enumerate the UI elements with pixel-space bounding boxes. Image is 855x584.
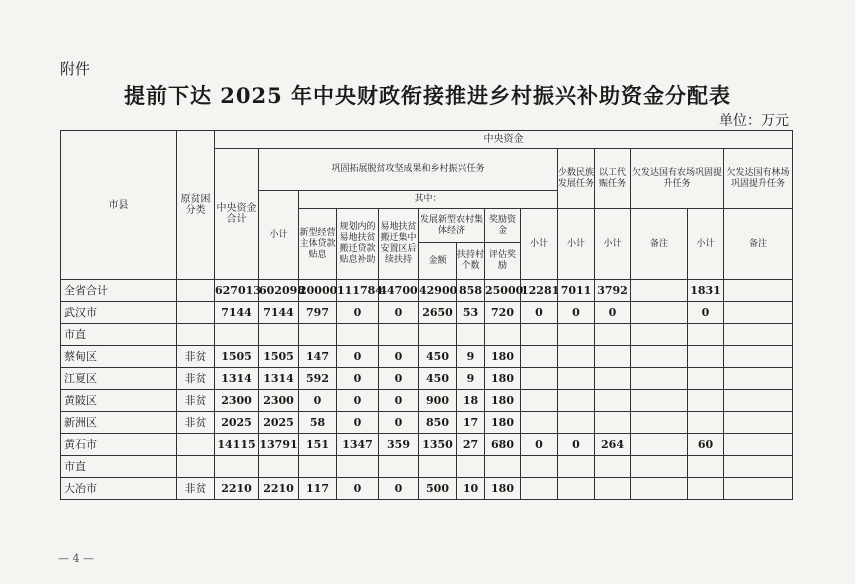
cell-c12 xyxy=(724,302,793,324)
cell-total xyxy=(215,456,259,478)
cell-c9: 0 xyxy=(595,302,631,324)
cell-c11 xyxy=(688,478,724,500)
cell-total: 1505 xyxy=(215,346,259,368)
cell-c9 xyxy=(595,456,631,478)
cell-c1: 151 xyxy=(299,434,337,456)
cell-c1: 592 xyxy=(299,368,337,390)
header-farm-subtotal: 小计 xyxy=(595,209,631,280)
cell-c11 xyxy=(688,456,724,478)
table-row xyxy=(61,324,793,346)
cell-c6 xyxy=(485,456,521,478)
cell-cls: 非贫 xyxy=(177,368,215,390)
cell-c8: 0 xyxy=(558,434,595,456)
cell-c5 xyxy=(457,456,485,478)
cell-c3: 0 xyxy=(379,302,419,324)
cell-c11 xyxy=(688,346,724,368)
cell-c9 xyxy=(595,478,631,500)
header-villages: 扶持村个数 xyxy=(457,243,485,280)
cell-c1: 117 xyxy=(299,478,337,500)
cell-c11 xyxy=(688,368,724,390)
cell-c6: 180 xyxy=(485,346,521,368)
cell-sub xyxy=(259,456,299,478)
header-central-funds: 中央资金 xyxy=(215,131,793,149)
header-farm-note: 备注 xyxy=(631,209,688,280)
cell-c10 xyxy=(631,434,688,456)
cell-c1: 0 xyxy=(299,390,337,412)
header-poverty-class: 原贫困分类 xyxy=(177,131,215,280)
cell-c3 xyxy=(379,456,419,478)
cell-c9 xyxy=(595,324,631,346)
header-amount: 金额 xyxy=(419,243,457,280)
cell-cls: 非贫 xyxy=(177,478,215,500)
cell-c2: 0 xyxy=(337,368,379,390)
table-row xyxy=(61,302,793,324)
cell-sub: 1314 xyxy=(259,368,299,390)
cell-name: 市直 xyxy=(61,324,177,346)
cell-c4 xyxy=(419,324,457,346)
cell-sub: 1505 xyxy=(259,346,299,368)
cell-total: 2025 xyxy=(215,412,259,434)
cell-c3: 0 xyxy=(379,346,419,368)
cell-c4: 850 xyxy=(419,412,457,434)
table-row xyxy=(61,456,793,478)
cell-c9: 264 xyxy=(595,434,631,456)
header-relocation-interest: 规划内的易地扶贫搬迁贷款贴息补助 xyxy=(337,209,379,280)
cell-name: 全省合计 xyxy=(61,280,177,302)
cell-cls xyxy=(177,302,215,324)
cell-c6: 180 xyxy=(485,412,521,434)
header-among: 其中： xyxy=(299,191,558,209)
cell-c7 xyxy=(521,478,558,500)
cell-c6 xyxy=(485,324,521,346)
cell-c10 xyxy=(631,346,688,368)
cell-c11: 1831 xyxy=(688,280,724,302)
cell-total: 14115 xyxy=(215,434,259,456)
cell-c3: 0 xyxy=(379,412,419,434)
cell-c7: 0 xyxy=(521,302,558,324)
cell-cls xyxy=(177,456,215,478)
cell-c11 xyxy=(688,390,724,412)
cell-c2: 111784 xyxy=(337,280,379,302)
cell-name: 黄石市 xyxy=(61,434,177,456)
cell-c12 xyxy=(724,368,793,390)
cell-c12 xyxy=(724,390,793,412)
cell-c8: 7011 xyxy=(558,280,595,302)
cell-c2 xyxy=(337,456,379,478)
cell-c2: 0 xyxy=(337,478,379,500)
header-reward: 奖励资金 xyxy=(485,209,521,243)
cell-c12 xyxy=(724,280,793,302)
cell-c6: 25000 xyxy=(485,280,521,302)
cell-c6: 180 xyxy=(485,390,521,412)
cell-name: 江夏区 xyxy=(61,368,177,390)
cell-total: 1314 xyxy=(215,368,259,390)
cell-c7: 0 xyxy=(521,434,558,456)
table-row xyxy=(61,346,793,368)
table-row xyxy=(61,478,793,500)
cell-c5: 18 xyxy=(457,390,485,412)
cell-c10 xyxy=(631,280,688,302)
cell-c12 xyxy=(724,324,793,346)
cell-c7 xyxy=(521,412,558,434)
page-number: — 4 — xyxy=(58,552,94,565)
header-consolidate-task: 巩固拓展脱贫攻坚成果和乡村振兴任务 xyxy=(259,149,558,191)
header-minority-subtotal: 小计 xyxy=(521,209,558,280)
cell-c2: 0 xyxy=(337,390,379,412)
cell-c7 xyxy=(521,346,558,368)
cell-c4: 500 xyxy=(419,478,457,500)
cell-c11: 0 xyxy=(688,302,724,324)
cell-sub: 2210 xyxy=(259,478,299,500)
cell-c2: 0 xyxy=(337,346,379,368)
cell-c11 xyxy=(688,412,724,434)
cell-c6: 180 xyxy=(485,478,521,500)
cell-c5: 27 xyxy=(457,434,485,456)
cell-name: 市直 xyxy=(61,456,177,478)
cell-sub: 13791 xyxy=(259,434,299,456)
cell-c12 xyxy=(724,478,793,500)
cell-c4: 900 xyxy=(419,390,457,412)
cell-c7: 12281 xyxy=(521,280,558,302)
cell-c5 xyxy=(457,324,485,346)
header-collective-economy: 发展新型农村集体经济 xyxy=(419,209,485,243)
cell-c6: 180 xyxy=(485,368,521,390)
cell-c10 xyxy=(631,390,688,412)
cell-c1 xyxy=(299,456,337,478)
header-work-relief-task: 以工代赈任务 xyxy=(595,149,631,209)
table-row xyxy=(61,280,793,302)
cell-c10 xyxy=(631,456,688,478)
cell-cls: 非贫 xyxy=(177,346,215,368)
cell-c4: 450 xyxy=(419,346,457,368)
header-subtotal: 小计 xyxy=(259,191,299,280)
cell-c8 xyxy=(558,478,595,500)
cell-name: 武汉市 xyxy=(61,302,177,324)
cell-c6: 680 xyxy=(485,434,521,456)
table-row xyxy=(61,390,793,412)
cell-c2 xyxy=(337,324,379,346)
cell-c5: 9 xyxy=(457,346,485,368)
document-title: 提前下达 2025 年中央财政衔接推进乡村振兴补助资金分配表 xyxy=(123,83,732,108)
cell-name: 新洲区 xyxy=(61,412,177,434)
cell-c7 xyxy=(521,324,558,346)
cell-c12 xyxy=(724,456,793,478)
attachment-label: 附件 xyxy=(60,60,91,78)
cell-sub: 2300 xyxy=(259,390,299,412)
cell-c8 xyxy=(558,390,595,412)
cell-c7 xyxy=(521,368,558,390)
cell-c1: 797 xyxy=(299,302,337,324)
cell-c6: 720 xyxy=(485,302,521,324)
cell-cls: 非贫 xyxy=(177,390,215,412)
cell-c1 xyxy=(299,324,337,346)
cell-total: 2300 xyxy=(215,390,259,412)
cell-c3: 0 xyxy=(379,368,419,390)
unit-label: 单位：万元 xyxy=(719,113,789,129)
header-forest-task: 欠发达国有林场巩固提升任务 xyxy=(724,149,793,209)
cell-c9 xyxy=(595,390,631,412)
cell-c10 xyxy=(631,368,688,390)
cell-c5: 858 xyxy=(457,280,485,302)
cell-c9: 3792 xyxy=(595,280,631,302)
cell-c9 xyxy=(595,412,631,434)
table-row xyxy=(61,368,793,390)
cell-c10 xyxy=(631,478,688,500)
cell-cls xyxy=(177,280,215,302)
cell-cls xyxy=(177,434,215,456)
cell-c8 xyxy=(558,456,595,478)
cell-c5: 17 xyxy=(457,412,485,434)
cell-c8: 0 xyxy=(558,302,595,324)
cell-c3: 0 xyxy=(379,390,419,412)
cell-total xyxy=(215,324,259,346)
table-row xyxy=(61,434,793,456)
cell-c1: 20000 xyxy=(299,280,337,302)
cell-cls xyxy=(177,324,215,346)
cell-c4 xyxy=(419,456,457,478)
cell-c1: 58 xyxy=(299,412,337,434)
allocation-table xyxy=(60,130,793,500)
cell-c12 xyxy=(724,346,793,368)
cell-c4: 2650 xyxy=(419,302,457,324)
cell-c3: 0 xyxy=(379,478,419,500)
cell-c9 xyxy=(595,346,631,368)
cell-c5: 53 xyxy=(457,302,485,324)
header-relocation-support: 易地扶贫搬迁集中安置区后续扶持 xyxy=(379,209,419,280)
cell-c2: 0 xyxy=(337,302,379,324)
header-forest-subtotal: 小计 xyxy=(688,209,724,280)
header-central-total: 中央资金合计 xyxy=(215,149,259,280)
cell-c4: 1350 xyxy=(419,434,457,456)
cell-name: 大冶市 xyxy=(61,478,177,500)
cell-c1: 147 xyxy=(299,346,337,368)
table-row xyxy=(61,412,793,434)
cell-total: 2210 xyxy=(215,478,259,500)
cell-c11: 60 xyxy=(688,434,724,456)
cell-c3: 44700 xyxy=(379,280,419,302)
cell-c10 xyxy=(631,324,688,346)
cell-total: 7144 xyxy=(215,302,259,324)
header-city: 市县 xyxy=(61,131,177,280)
header-forest-note: 备注 xyxy=(724,209,793,280)
cell-c8 xyxy=(558,324,595,346)
cell-sub: 2025 xyxy=(259,412,299,434)
cell-sub: 7144 xyxy=(259,302,299,324)
cell-c2: 1347 xyxy=(337,434,379,456)
header-minority-task: 少数民族发展任务 xyxy=(558,149,595,209)
cell-c3: 359 xyxy=(379,434,419,456)
cell-sub: 602098 xyxy=(259,280,299,302)
cell-c8 xyxy=(558,412,595,434)
cell-c11 xyxy=(688,324,724,346)
cell-sub xyxy=(259,324,299,346)
cell-c5: 9 xyxy=(457,368,485,390)
cell-c5: 10 xyxy=(457,478,485,500)
header-work-relief-subtotal: 小计 xyxy=(558,209,595,280)
cell-c10 xyxy=(631,412,688,434)
cell-name: 黄陂区 xyxy=(61,390,177,412)
cell-c12 xyxy=(724,412,793,434)
cell-c8 xyxy=(558,346,595,368)
cell-c2: 0 xyxy=(337,412,379,434)
cell-c7 xyxy=(521,456,558,478)
cell-c3 xyxy=(379,324,419,346)
header-farm-task: 欠发达国有农场巩固提升任务 xyxy=(631,149,724,209)
cell-total: 627013 xyxy=(215,280,259,302)
header-evaluation-reward: 评估奖励 xyxy=(485,243,521,280)
cell-c7 xyxy=(521,390,558,412)
cell-cls: 非贫 xyxy=(177,412,215,434)
cell-c10 xyxy=(631,302,688,324)
header-new-entities: 新型经营主体贷款贴息 xyxy=(299,209,337,280)
cell-name: 蔡甸区 xyxy=(61,346,177,368)
cell-c8 xyxy=(558,368,595,390)
cell-c9 xyxy=(595,368,631,390)
cell-c4: 450 xyxy=(419,368,457,390)
cell-c4: 42900 xyxy=(419,280,457,302)
cell-c12 xyxy=(724,434,793,456)
